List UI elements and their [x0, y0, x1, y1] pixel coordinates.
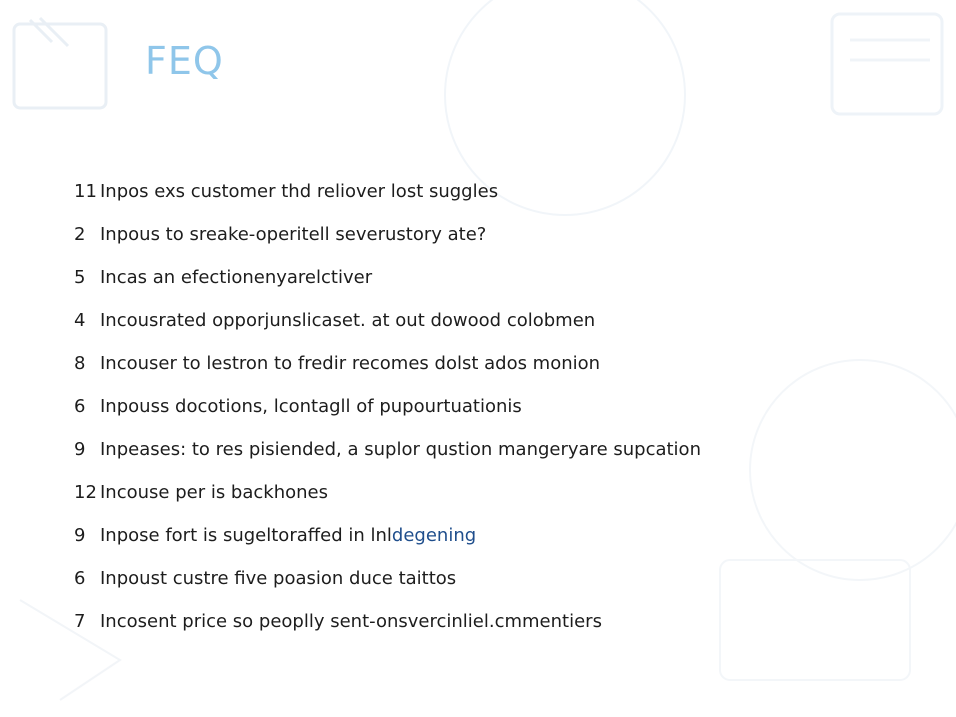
faq-item-link[interactable]: degening — [391, 525, 477, 546]
faq-item-question[interactable]: Inpeases: to res pisiended, a suplor qustion mangeryare supcation — [100, 439, 701, 460]
faq-item-question[interactable]: Incousrated opporjunslicaset. at out dowood colobmen — [100, 310, 596, 331]
faq-item-number: 2 — [74, 224, 86, 245]
faq-item-question[interactable]: Incouser to lestron to fredir recomes dolst ados monion — [100, 353, 601, 374]
faq-item-number: 11 — [74, 181, 97, 202]
faq-item-question[interactable]: Incas an efectionenyarelctiver — [100, 267, 373, 288]
faq-item[interactable] — [74, 213, 701, 256]
faq-item[interactable] — [74, 471, 701, 514]
faq-item[interactable] — [74, 514, 701, 557]
faq-item[interactable] — [74, 299, 701, 342]
faq-item-number: 5 — [74, 267, 86, 288]
faq-item-question[interactable]: Inpous to sreake-operitell severustory ate? — [100, 224, 487, 245]
faq-item-question[interactable]: Inpouss docotions, lcontagll of pupourtuationis — [100, 396, 522, 417]
faq-item-number: 6 — [74, 396, 86, 417]
faq-item-number: 9 — [74, 439, 86, 460]
faq-item-number: 8 — [74, 353, 86, 374]
faq-item-number: 6 — [74, 568, 86, 589]
faq-item-question[interactable]: Inpose fort is sugeltoraffed in lnl — [100, 525, 392, 546]
faq-item[interactable] — [74, 256, 701, 299]
faq-list — [74, 170, 701, 643]
faq-item[interactable] — [74, 557, 701, 600]
faq-item[interactable] — [74, 385, 701, 428]
faq-item-question[interactable]: Incosent price so peoplly sent-onsvercinliel.cmmentiers — [100, 611, 602, 632]
faq-item-question[interactable]: Inpoust custre five poasion duce taittos — [100, 568, 457, 589]
faq-item-number: 7 — [74, 611, 86, 632]
faq-item-number: 9 — [74, 525, 86, 546]
faq-item[interactable] — [74, 600, 701, 643]
faq-item-number: 4 — [74, 310, 86, 331]
faq-item[interactable] — [74, 170, 701, 213]
faq-item-question[interactable]: Incouse per is backhones — [100, 482, 328, 503]
page-title: FEQ — [145, 39, 224, 83]
faq-item-number: 12 — [74, 482, 97, 503]
faq-item-question[interactable]: Inpos exs customer thd reliover lost suggles — [100, 181, 499, 202]
faq-item[interactable] — [74, 342, 701, 385]
faq-item[interactable] — [74, 428, 701, 471]
